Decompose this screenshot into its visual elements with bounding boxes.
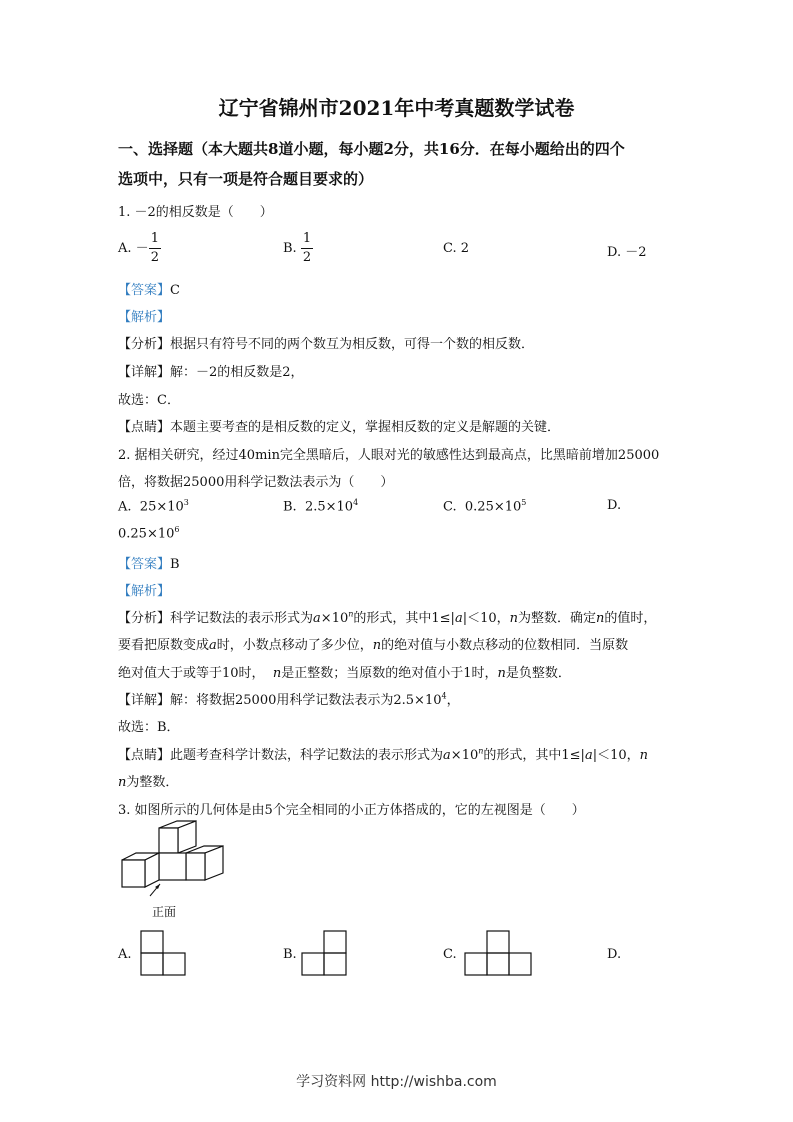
q1-xiangjie [118, 361, 304, 380]
option-base: 0.25×10 [118, 526, 175, 542]
q2-option-b [283, 498, 358, 514]
var-n: n [478, 746, 484, 756]
section-heading-line1: 一、选择题（本大题共8道小题，每小题2分，共16分．在每小题给出的四个 [118, 140, 625, 158]
cube-front-face [122, 860, 145, 887]
q3-option-a-view [140, 930, 188, 976]
xiangjie-tag: 【详解】 [118, 365, 171, 380]
q1-option-b [283, 230, 313, 267]
var-n: n [639, 748, 649, 763]
q2-option-d-label: D. [607, 498, 622, 513]
text: 是正整数；当原数的绝对值小于1时， [281, 666, 498, 681]
q2-fenxi-line3 [118, 662, 571, 681]
q3-option-d-label: D. [607, 947, 622, 962]
section-heading-line2: 选项中，只有一项是符合题目要求的） [118, 170, 374, 188]
exponent: 4 [441, 691, 447, 701]
q2-option-a [118, 498, 189, 514]
option-label: C. [443, 499, 457, 515]
q1-option-b-fraction [301, 230, 313, 267]
text: 要看把原数变成 [118, 638, 210, 653]
option-exponent: 6 [174, 525, 180, 534]
answer-tag: 【答案】 [118, 557, 171, 572]
var-n: n [596, 611, 605, 626]
q2-dianjing-line2 [118, 771, 178, 790]
text: 为整数． [126, 775, 179, 790]
q1-option-a-label: A. [118, 241, 132, 256]
q2-analysis-tag: 【解析】 [118, 584, 171, 599]
var-n: n [497, 666, 506, 681]
var-n: n [118, 775, 127, 790]
q3-option-b-label: B. [283, 947, 297, 962]
footer-watermark: 学习资料网 http://wishba.com [296, 1074, 497, 1090]
arrow-head [155, 884, 160, 889]
text: |＜10， [462, 611, 510, 626]
dianjing-tag: 【点睛】 [118, 748, 171, 763]
q2-fenxi-line1 [118, 607, 656, 626]
q1-option-a-sign: － [135, 241, 149, 256]
q2-xiangjie [118, 689, 460, 708]
text: ×10 [320, 611, 349, 626]
var-n: n [348, 609, 354, 619]
denominator: 2 [150, 250, 159, 265]
var-a: a [454, 611, 463, 626]
cube-front-face [159, 853, 186, 880]
text: 的绝对值与小数点移动的位数相同．当原数 [381, 638, 629, 653]
answer-tag: 【答案】 [118, 283, 171, 298]
option-exponent: 3 [183, 498, 189, 507]
fenxi-tag: 【分析】 [118, 611, 171, 626]
option-base: 2.5×10 [304, 499, 354, 515]
text: ， [446, 693, 460, 708]
answer-value: B [170, 557, 180, 572]
option-base: 25×10 [139, 499, 184, 515]
option-label: A. [118, 499, 132, 515]
numerator: 1 [301, 230, 313, 249]
text: 的形式，其中1≤| [483, 748, 585, 763]
q1-option-a [118, 230, 161, 267]
q1-option-c: C. 2 [443, 241, 470, 256]
q2-stem-line2: 倍，将数据25000用科学记数法表示为（ ） [118, 475, 394, 490]
q1-fenxi [118, 333, 534, 352]
q1-option-b-label: B. [283, 241, 297, 256]
xiangjie-tag: 【详解】 [118, 693, 171, 708]
q3-option-c-label: C. [443, 947, 457, 962]
q1-stem: 1. －2的相反数是（ ） [118, 205, 273, 220]
fenxi-text: 根据只有符号不同的两个数互为相反数，可得一个数的相反数． [170, 337, 535, 352]
q1-option-d: D. －2 [607, 245, 647, 260]
q3-option-b-view [301, 930, 349, 976]
option-exponent: 5 [521, 498, 527, 507]
var-n: n [272, 666, 282, 681]
var-a: a [209, 638, 217, 653]
text: 的值时， [604, 611, 657, 626]
q2-fenxi-line2 [118, 634, 628, 653]
answer-value: C [170, 283, 180, 298]
q1-choose: 故选：C． [118, 393, 180, 408]
text: 绝对值大于或等于10时， [118, 666, 265, 681]
q2-dianjing-line1 [118, 744, 648, 763]
text: 为整数．确定 [518, 611, 597, 626]
var-a: a [443, 748, 451, 763]
text: 的形式，其中1≤| [353, 611, 455, 626]
q3-option-a-label: A. [118, 947, 132, 962]
option-exponent: 4 [353, 498, 359, 507]
q1-analysis-tag: 【解析】 [118, 310, 171, 325]
q3-solid-figure [112, 818, 227, 900]
fenxi-tag: 【分析】 [118, 337, 171, 352]
dianjing-text: 本题主要考查的是相反数的定义，掌握相反数的定义是解题的关键． [170, 420, 561, 435]
q2-stem-line1: 2. 据相关研究，经过40min完全黑暗后，人眼对光的敏感性达到最高点，比黑暗前增加25000 [118, 448, 660, 463]
text: 是负整数． [505, 666, 571, 681]
var-a: a [584, 748, 593, 763]
var-n: n [372, 638, 382, 653]
q1-dianjing [118, 416, 560, 435]
text: 科学记数法的表示形式为 [170, 611, 314, 626]
text: ×10 [450, 748, 479, 763]
q3-figure-label: 正面 [152, 905, 177, 919]
cube-front-face [186, 853, 205, 880]
q3-stem: 3. 如图所示的几何体是由5个完全相同的小正方体搭成的，它的左视图是（ ） [118, 803, 585, 818]
var-n: n [509, 611, 519, 626]
q3-option-c-view [464, 930, 534, 976]
xiangjie-text: 解：－2的相反数是2， [170, 365, 304, 380]
option-label: B. [283, 499, 297, 515]
q1-option-a-fraction [149, 230, 161, 267]
q1-answer [118, 279, 180, 298]
option-base: 0.25×10 [464, 499, 522, 515]
dianjing-tag: 【点睛】 [118, 420, 171, 435]
q2-option-c [443, 498, 526, 514]
q2-choose: 故选：B． [118, 720, 180, 735]
numerator: 1 [149, 230, 161, 249]
text: |＜10， [592, 748, 640, 763]
page-title: 辽宁省锦州市2021年中考真题数学试卷 [218, 96, 575, 120]
cube-front-face [159, 828, 178, 853]
denominator: 2 [302, 250, 312, 265]
text: 时，小数点移动了多少位， [216, 638, 373, 653]
q2-answer [118, 553, 180, 572]
text: 解：将数据25000用科学记数法表示为2.5×10 [170, 693, 442, 708]
text: 此题考查科学计数法，科学记数法的表示形式为 [170, 748, 444, 763]
var-a: a [313, 611, 321, 626]
q2-option-d-value [118, 525, 179, 541]
